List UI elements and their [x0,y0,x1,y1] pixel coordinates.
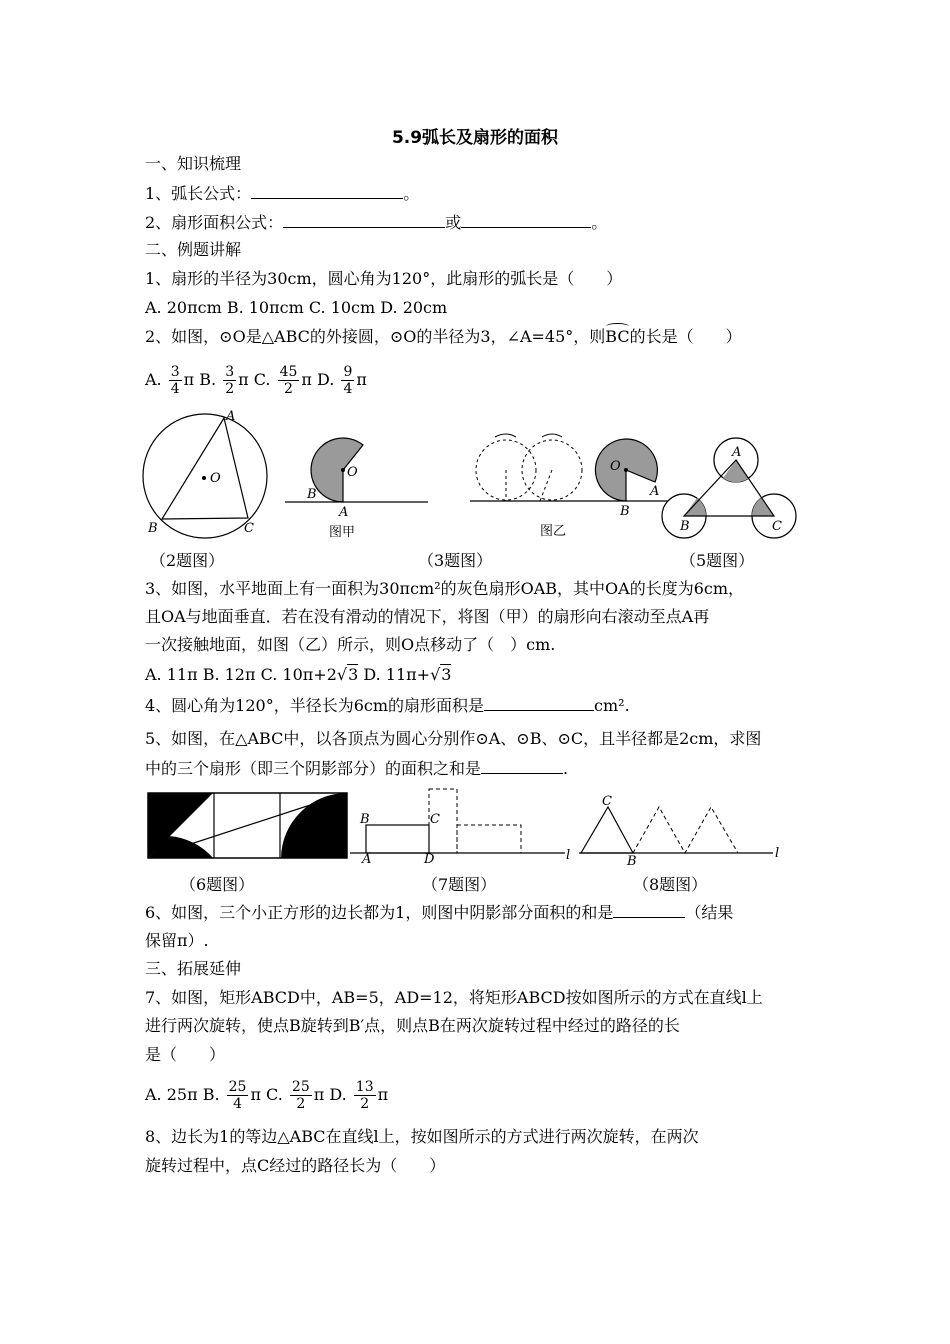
question-3-options: A. 11π B. 12π C. 10π+2√3 D. 11π+√3 [145,665,452,684]
answer-blank[interactable] [461,211,591,228]
svg-text:C: C [772,519,782,534]
svg-text:图甲: 图甲 [329,525,356,540]
svg-text:C: C [430,812,440,827]
question-3-line-3: 一次接触地面，如图（乙）所示，则O点移动了（ ）cm. [145,635,556,654]
svg-text:A: A [732,445,742,460]
question-7-line-1: 7、如图，矩形ABCD中，AB=5，AD=12，将矩形ABCD按如图所示的方式在直线l上 [145,988,763,1007]
question-6-line-1: 6、如图，三个小正方形的边长都为1，则图中阴影部分面积的和是 （结果 [145,903,734,922]
page-title: 5.9弧长及扇形的面积 [391,128,559,148]
question-4: 4、圆心角为120°，半径长为6cm的扇形面积是 cm². [145,696,630,715]
arc-bc: BC [605,327,630,346]
svg-text:B: B [360,812,370,827]
svg-text:A: A [362,852,372,867]
svg-text:l: l [566,848,571,863]
caption-q8: （8题图） [633,875,708,894]
svg-text:A: A [339,505,349,520]
section-heading-3: 三、拓展延伸 [145,959,242,978]
svg-text:l: l [775,846,780,861]
question-8-line-2: 旋转过程中，点C经过的路径长为（ ） [145,1156,446,1175]
question-1: 1、扇形的半径为30cm，圆心角为120°，此扇形的弧长是（ ） [145,269,623,288]
question-1-options: A. 20πcm B. 10πcm C. 10cm D. 20cm [145,298,448,317]
knowledge-item-1: 1、弧长公式： 。 [145,184,420,203]
svg-text:D: D [424,852,435,867]
svg-text:A: A [226,409,236,424]
figure-q8 [575,794,790,869]
svg-text:B: B [620,504,630,519]
question-2: 2、如图，⊙O是△ABC的外接圆，⊙O的半径为3，∠A=45°，则BC的长是（ ） [145,327,742,346]
caption-q2: （2题图） [150,551,225,570]
svg-text:O: O [210,471,221,486]
figure-q2 [140,410,275,540]
question-5-line-1: 5、如图，在△ABC中，以各顶点为圆心分别作⊙A、⊙B、⊙C，且半径都是2cm，求图 [145,729,762,748]
caption-q7: （7题图） [422,875,497,894]
figure-q5 [662,438,797,543]
figure-q3-jia [285,430,430,540]
figure-q3-yi [470,425,670,540]
caption-q6: （6题图） [180,875,255,894]
svg-text:O: O [347,465,358,480]
svg-text:C: C [244,521,254,536]
knowledge-item-2: 2、扇形面积公式： 或 。 [145,213,608,232]
caption-q5: （5题图） [680,551,755,570]
question-6-line-2: 保留π）. [145,931,209,950]
question-7-line-3: 是（ ） [145,1045,226,1064]
question-7-options: A. 25π B. $\frac{25}{4}$ π C. $\frac{25}{2}$ π D. $\frac{13}{2}$ π [145,1079,389,1112]
answer-blank[interactable] [484,694,594,711]
svg-text:B: B [148,521,158,536]
svg-text:A: A [650,484,660,499]
figure-q6 [147,792,349,860]
svg-text:O: O [610,459,621,474]
svg-text:C: C [602,794,612,809]
question-2-options: A. $\frac{3}{4}$ π B. $\frac{3}{2}$ π C. $\frac{45}{2}$ π D. $\frac{9}{4}$ π [145,364,367,397]
answer-blank[interactable] [251,182,403,199]
question-7-line-2: 进行两次旋转，使点B旋转到B′点，则点B在两次旋转过程中经过的路径的长 [145,1016,680,1035]
section-heading-1: 一、知识梳理 [145,154,242,173]
svg-text:B: B [627,854,637,869]
answer-blank[interactable] [481,757,563,774]
question-3-line-2: 且OA与地面垂直．若在没有滑动的情况下，将图（甲）的扇形向右滚动至点A再 [145,607,710,626]
figure-q7 [350,785,575,865]
question-5-line-2: 中的三个扇形（即三个阴影部分）的面积之和是 . [145,759,569,778]
section-heading-2: 二、例题讲解 [145,240,242,259]
svg-text:B: B [307,487,317,502]
caption-q3: （3题图） [418,551,493,570]
answer-blank[interactable] [613,901,685,918]
answer-blank[interactable] [283,211,445,228]
svg-text:B: B [680,519,690,534]
question-3-line-1: 3、如图，水平地面上有一面积为30πcm²的灰色扇形OAB，其中OA的长度为6cm， [145,579,745,598]
question-8-line-1: 8、边长为1的等边△ABC在直线l上，按如图所示的方式进行两次旋转，在两次 [145,1127,699,1146]
svg-text:图乙: 图乙 [540,524,567,539]
